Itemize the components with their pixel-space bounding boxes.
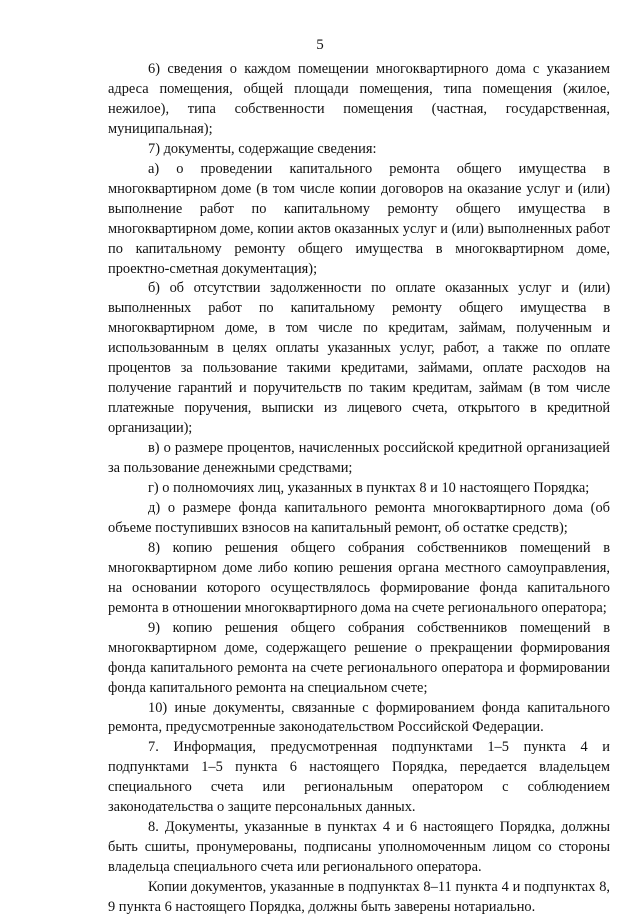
paragraph-item-6: 6) сведения о каждом помещении многоквартирного дома с указанием адреса помещения, общей площади помещения, типа помещения (жилое, нежилое), типа собственности помещения (частная, государственная, муниципальная); <box>108 61 610 137</box>
paragraph-item-9: 9) копию решения общего собрания собственников помещений в многоквартирном доме, содержащего решение о прекращении формирования фонда капитального ремонта на счете регионального оператора и формировании фонда капитального ремонта на специальном счете; <box>108 619 610 696</box>
paragraph-section-7: 7. Информация, предусмотренная подпунктами 1–5 пункта 4 и подпунктами 1–5 пункта 6 настоящего Порядка, передается владельцем специального счета или региональным оператором с соблюдением законодательства о защите персональных данных. <box>108 739 610 816</box>
paragraph-subitem-b: б) об отсутствии задолженности по оплате оказанных услуг и (или) выполненных работ по капитальному ремонту общего имущества в многоквартирном доме, в том числе по кредитам, займам, полученным и использованным в целях оплаты указанных услуг, работ, а также по оплате процентов за пользование такими кредитами, займами, оплате расходов на получение гарантий и поручительств по таким кредитам, займам (в том числе платежные поручения, выписки из лицевого счета, открытого в кредитной организации); <box>108 280 610 437</box>
paragraph-subitem-a: а) о проведении капитального ремонта общего имущества в многоквартирном доме (в том числе копии договоров на оказание услуг и (или) выполнение работ по капитальному ремонту общего имущества в многоквартирном доме, копии актов оказанных услуг и (или) выполненных работ по капитальному ремонту общего имущества в многоквартирном доме, проектно-сметная документация); <box>108 160 610 277</box>
page-number: 5 <box>316 37 324 53</box>
document-body <box>108 60 610 918</box>
paragraph-item-7: 7) документы, содержащие сведения: <box>148 140 377 157</box>
paragraph-subitem-v: в) о размере процентов, начисленных российской кредитной организацией за пользование денежными средствами; <box>108 440 610 477</box>
paragraph-section-8: 8. Документы, указанные в пунктах 4 и 6 настоящего Порядка, должны быть сшиты, пронумерованы, подписаны уполномоченным лицом со стороны владельца специального счета или регионального оператора. <box>108 819 610 876</box>
paragraph-copies-note: Копии документов, указанные в подпунктах 8–11 пункта 4 и подпунктах 8, 9 пункта 6 настоящего Порядка, должны быть заверены нотариально. <box>108 879 610 916</box>
paragraph-item-8: 8) копию решения общего собрания собственников помещений в многоквартирном доме либо копию решения органа местного самоуправления, на основании которого осуществлялось формирование фонда капитального ремонта в отношении многоквартирного дома на счете регионального оператора; <box>108 539 610 616</box>
paragraph-subitem-g: г) о полномочиях лиц, указанных в пунктах 8 и 10 настоящего Порядка; <box>148 480 590 497</box>
paragraph-item-10: 10) иные документы, связанные с формированием фонда капитального ремонта, предусмотренные законодательством Российской Федерации. <box>108 699 610 736</box>
paragraph-subitem-d: д) о размере фонда капитального ремонта многоквартирного дома (об объеме поступивших взносов на капитальный ремонт, об остатке средств); <box>108 499 610 536</box>
